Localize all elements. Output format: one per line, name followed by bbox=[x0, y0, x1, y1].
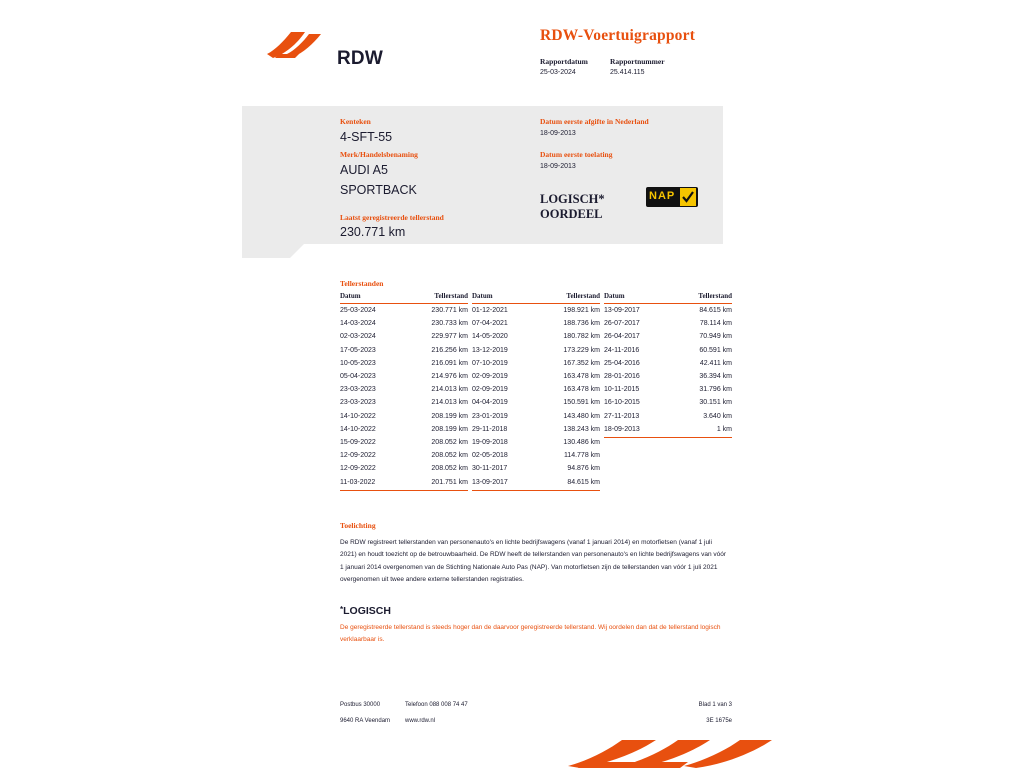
table-row bbox=[472, 370, 600, 383]
kenteken-value: 4-SFT-55 bbox=[340, 130, 393, 144]
footer-code: 3E 1675e bbox=[706, 718, 732, 724]
footer-telefoon: Telefoon 088 008 74 47 bbox=[405, 702, 468, 708]
cell-datum: 14-05-2020 bbox=[472, 333, 508, 341]
cell-tellerstand: 180.782 km bbox=[563, 333, 600, 341]
column-header-datum: Datum bbox=[340, 292, 361, 300]
table-row bbox=[472, 436, 600, 449]
eerste-toelating-label: Datum eerste toelating bbox=[540, 150, 613, 159]
cell-tellerstand: 208.199 km bbox=[431, 412, 468, 420]
cell-datum: 13-12-2019 bbox=[472, 346, 508, 354]
cell-tellerstand: 216.256 km bbox=[431, 346, 468, 354]
verdict-line2: OORDEEL bbox=[540, 207, 603, 221]
cell-tellerstand: 114.778 km bbox=[563, 452, 600, 460]
kenteken-label: Kenteken bbox=[340, 117, 371, 126]
rdw-swoosh-logo-icon bbox=[265, 28, 327, 60]
toelichting-body: De RDW registreert tellerstanden van personenauto's en lichte bedrijfswagens (vanaf 1 januari 2014) en motorfietsen (vanaf 1 juli 2021) en houdt toezicht op de betrouwbaarheid. De RDW heeft de tellerstanden van personenauto's en lichte bedrijfswagens van vóór 1 januari 2014 overgenomen van de Stichting Nationale Auto Pas (NAP). Van motorfietsen zijn de tellerstanden van vóór 1 juli 2021 overgenomen uit twee andere externe tellerstanden registraties. bbox=[340, 539, 727, 584]
table-row bbox=[604, 396, 732, 409]
cell-datum: 11-03-2022 bbox=[340, 478, 376, 486]
cell-tellerstand: 70.949 km bbox=[699, 333, 732, 341]
table-row bbox=[604, 344, 732, 357]
cell-datum: 18-09-2013 bbox=[604, 425, 640, 433]
cell-tellerstand: 214.013 km bbox=[431, 386, 468, 394]
tellerstand-value: 230.771 km bbox=[340, 225, 406, 239]
table-row bbox=[340, 396, 468, 409]
table-row bbox=[604, 357, 732, 370]
footer-website[interactable]: www.rdw.nl bbox=[405, 718, 436, 724]
cell-tellerstand: 163.478 km bbox=[563, 373, 600, 381]
eerste-toelating-value: 18-09-2013 bbox=[540, 163, 576, 170]
table-row bbox=[472, 462, 600, 475]
report-number-label: Rapportnummer bbox=[610, 57, 665, 66]
cell-tellerstand: 3.640 km bbox=[703, 412, 732, 420]
footer-plaats: 9640 RA Veendam bbox=[340, 718, 391, 724]
table-row bbox=[340, 357, 468, 370]
nap-checkmark-icon bbox=[680, 188, 696, 206]
table-row bbox=[472, 357, 600, 370]
table-row bbox=[604, 304, 732, 317]
toelichting-title: Toelichting bbox=[340, 521, 376, 530]
cell-datum: 23-01-2019 bbox=[472, 412, 508, 420]
logisch-title: LOGISCH bbox=[343, 605, 391, 617]
column-header-datum: Datum bbox=[604, 292, 625, 300]
footer-postbus: Postbus 30000 bbox=[340, 702, 381, 708]
cell-datum: 10-05-2023 bbox=[340, 359, 376, 367]
table-row bbox=[472, 317, 600, 330]
cell-datum: 10-11-2015 bbox=[604, 386, 640, 394]
cell-datum: 02-09-2019 bbox=[472, 373, 508, 381]
verdict-block bbox=[540, 192, 605, 222]
cell-datum: 25-04-2016 bbox=[604, 359, 640, 367]
table-row bbox=[604, 317, 732, 330]
cell-datum: 27-11-2013 bbox=[604, 412, 640, 420]
table-row bbox=[472, 410, 600, 423]
cell-tellerstand: 143.480 km bbox=[563, 412, 600, 420]
table-row bbox=[340, 436, 468, 449]
cell-datum: 02-09-2019 bbox=[472, 386, 508, 394]
cell-tellerstand: 42.411 km bbox=[699, 359, 732, 367]
logo-text: RDW bbox=[337, 48, 383, 69]
cell-tellerstand: 78.114 km bbox=[699, 320, 732, 328]
cell-datum: 07-04-2021 bbox=[472, 320, 508, 328]
table-row bbox=[340, 304, 468, 317]
cell-datum: 28-01-2016 bbox=[604, 373, 640, 381]
cell-tellerstand: 84.615 km bbox=[567, 478, 600, 486]
cell-datum: 15-09-2022 bbox=[340, 438, 376, 446]
cell-tellerstand: 163.478 km bbox=[563, 386, 600, 394]
verdict-line1: LOGISCH* bbox=[540, 192, 605, 206]
cell-tellerstand: 208.199 km bbox=[431, 425, 468, 433]
cell-tellerstand: 84.615 km bbox=[699, 307, 732, 315]
cell-tellerstand: 150.591 km bbox=[563, 399, 600, 407]
column-header-tellerstand: Tellerstand bbox=[566, 292, 600, 300]
table-row bbox=[340, 423, 468, 436]
table-row bbox=[472, 383, 600, 396]
cell-datum: 02-03-2024 bbox=[340, 333, 376, 341]
cell-tellerstand: 216.091 km bbox=[431, 359, 468, 367]
cell-tellerstand: 188.736 km bbox=[563, 320, 600, 328]
table-row bbox=[472, 449, 600, 462]
table-row bbox=[472, 344, 600, 357]
cell-datum: 17-05-2023 bbox=[340, 346, 376, 354]
table-row bbox=[472, 396, 600, 409]
logisch-body: De geregistreerde tellerstand is steeds hoger dan de daarvoor geregistreerde tellerstand. Wij oordelen dan dat de tellerstand logisch verklaarbaar is. bbox=[340, 624, 721, 644]
cell-datum: 14-10-2022 bbox=[340, 425, 376, 433]
cell-datum: 05-04-2023 bbox=[340, 373, 376, 381]
cell-tellerstand: 198.921 km bbox=[563, 307, 600, 315]
table-row bbox=[340, 475, 468, 488]
cell-tellerstand: 230.733 km bbox=[431, 320, 468, 328]
tellerstanden-column bbox=[472, 292, 600, 491]
cell-tellerstand: 30.151 km bbox=[699, 399, 732, 407]
tellerstanden-tables bbox=[340, 292, 732, 491]
report-number-value: 25.414.115 bbox=[610, 69, 645, 76]
cell-tellerstand: 1 km bbox=[716, 425, 732, 433]
column-header-tellerstand: Tellerstand bbox=[698, 292, 732, 300]
page-title: RDW-Voertuigrapport bbox=[540, 27, 696, 44]
cell-datum: 13-09-2017 bbox=[604, 307, 640, 315]
cell-datum: 30-11-2017 bbox=[472, 465, 508, 473]
table-header-row bbox=[340, 292, 468, 304]
tellerstanden-title: Tellerstanden bbox=[340, 279, 384, 288]
nap-badge bbox=[646, 187, 698, 207]
cell-tellerstand: 138.243 km bbox=[563, 425, 600, 433]
table-bottom-rule bbox=[604, 437, 732, 438]
cell-datum: 07-10-2019 bbox=[472, 359, 508, 367]
table-bottom-rule bbox=[340, 490, 468, 491]
cell-tellerstand: 214.013 km bbox=[431, 399, 468, 407]
cell-tellerstand: 214.976 km bbox=[431, 373, 468, 381]
logisch-star: * bbox=[340, 605, 344, 614]
cell-tellerstand: 201.751 km bbox=[431, 478, 468, 486]
cell-datum: 12-09-2022 bbox=[340, 465, 376, 473]
cell-tellerstand: 173.229 km bbox=[563, 346, 600, 354]
rdw-bottom-swoosh-icon bbox=[560, 740, 790, 768]
table-header-row bbox=[472, 292, 600, 304]
cell-datum: 19-09-2018 bbox=[472, 438, 508, 446]
table-row bbox=[604, 410, 732, 423]
nap-badge-label: NAP bbox=[649, 190, 676, 202]
table-row bbox=[604, 370, 732, 383]
footer-page-number: Blad 1 van 3 bbox=[698, 702, 732, 708]
cell-tellerstand: 130.486 km bbox=[563, 438, 600, 446]
cell-tellerstand: 208.052 km bbox=[431, 438, 468, 446]
table-row bbox=[604, 383, 732, 396]
column-header-datum: Datum bbox=[472, 292, 493, 300]
cell-datum: 26-07-2017 bbox=[604, 320, 640, 328]
cell-tellerstand: 208.052 km bbox=[431, 465, 468, 473]
cell-tellerstand: 167.352 km bbox=[563, 359, 600, 367]
table-row bbox=[604, 423, 732, 436]
cell-tellerstand: 60.591 km bbox=[699, 346, 732, 354]
report-date-value: 25-03-2024 bbox=[540, 69, 576, 76]
table-row bbox=[472, 304, 600, 317]
table-row bbox=[340, 330, 468, 343]
report-meta bbox=[540, 57, 680, 76]
merk-label: Merk/Handelsbenaming bbox=[340, 150, 418, 159]
tellerstand-label: Laatst geregistreerde tellerstand bbox=[340, 213, 444, 222]
cell-datum: 26-04-2017 bbox=[604, 333, 640, 341]
eerste-afgifte-label: Datum eerste afgifte in Nederland bbox=[540, 117, 649, 126]
cell-datum: 02-05-2018 bbox=[472, 452, 508, 460]
cell-tellerstand: 229.977 km bbox=[431, 333, 468, 341]
cell-datum: 14-10-2022 bbox=[340, 412, 376, 420]
table-row bbox=[340, 370, 468, 383]
table-row bbox=[340, 317, 468, 330]
cell-datum: 01-12-2021 bbox=[472, 307, 508, 315]
table-header-row bbox=[604, 292, 732, 304]
report-number-field bbox=[610, 57, 680, 76]
cell-tellerstand: 94.876 km bbox=[567, 465, 600, 473]
cell-datum: 25-03-2024 bbox=[340, 307, 376, 315]
cell-tellerstand: 36.394 km bbox=[699, 373, 732, 381]
tellerstanden-column bbox=[604, 292, 732, 491]
cell-datum: 29-11-2018 bbox=[472, 425, 508, 433]
logisch-heading bbox=[340, 605, 391, 617]
cell-datum: 16-10-2015 bbox=[604, 399, 640, 407]
cell-datum: 12-09-2022 bbox=[340, 452, 376, 460]
eerste-afgifte-value: 18-09-2013 bbox=[540, 130, 576, 137]
cell-datum: 23-03-2023 bbox=[340, 386, 376, 394]
cell-tellerstand: 31.796 km bbox=[699, 386, 732, 394]
cell-tellerstand: 208.052 km bbox=[431, 452, 468, 460]
table-row bbox=[472, 423, 600, 436]
cell-datum: 13-09-2017 bbox=[472, 478, 508, 486]
cell-tellerstand: 230.771 km bbox=[431, 307, 468, 315]
merk-value-line2: SPORTBACK bbox=[340, 183, 417, 197]
vehicle-summary-panel bbox=[242, 106, 723, 244]
table-bottom-rule bbox=[472, 490, 600, 491]
table-row bbox=[472, 475, 600, 488]
column-header-tellerstand: Tellerstand bbox=[434, 292, 468, 300]
rdw-logo bbox=[265, 24, 385, 69]
cell-datum: 04-04-2019 bbox=[472, 399, 508, 407]
cell-datum: 24-11-2016 bbox=[604, 346, 640, 354]
report-date-label: Rapportdatum bbox=[540, 57, 588, 66]
table-row bbox=[604, 330, 732, 343]
cell-datum: 14-03-2024 bbox=[340, 320, 376, 328]
table-row bbox=[340, 462, 468, 475]
table-row bbox=[340, 344, 468, 357]
merk-value-line1: AUDI A5 bbox=[340, 163, 388, 177]
tellerstanden-column bbox=[340, 292, 468, 491]
summary-panel-notch bbox=[242, 244, 723, 258]
table-row bbox=[340, 410, 468, 423]
report-date-field bbox=[540, 57, 610, 76]
table-row bbox=[472, 330, 600, 343]
cell-datum: 23-03-2023 bbox=[340, 399, 376, 407]
table-row bbox=[340, 449, 468, 462]
table-row bbox=[340, 383, 468, 396]
